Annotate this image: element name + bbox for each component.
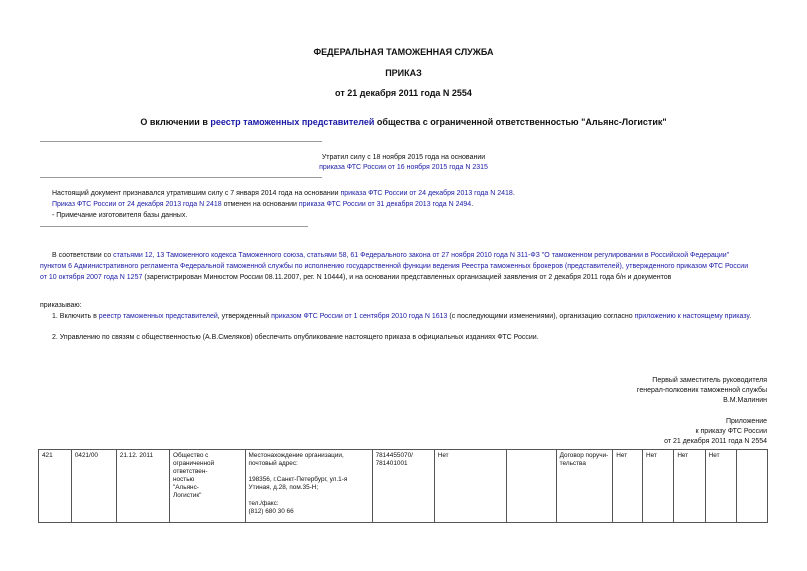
cell-line: Нет (677, 452, 689, 459)
divider (40, 141, 322, 142)
cell-line: Местонахождение организации, (248, 452, 344, 459)
table-row (39, 450, 768, 523)
notice-link-2418-order[interactable]: Приказ ФТС России от 24 декабря 2013 года N 2418 (52, 201, 222, 208)
cell-line: Нет (708, 452, 720, 459)
item1-registry-link[interactable]: реестр таможенных представителей (98, 313, 218, 320)
table-cell (705, 450, 736, 523)
cell-line: "Альянс- (173, 484, 199, 491)
cell-line: Договор поручи- (559, 452, 609, 459)
item-text: (с последующими изменениями), организацию согласно (447, 313, 635, 320)
cell-line: тельства (559, 460, 586, 467)
cell-line: Нет (437, 452, 449, 459)
cell-line: Нет (646, 452, 657, 459)
body-link-codes[interactable]: статьями 12, 13 Таможенного кодекса Таможенного союза, статьями 58, 61 Федерального закона от 27 ноября 2010 года N 311-ФЗ "О таможенном регулировании в Российской Федерации" (113, 252, 730, 259)
notice-link-2418[interactable]: приказа ФТС России от 24 декабря 2013 года N 2418 (340, 190, 513, 197)
cell-line: Общество с (173, 452, 209, 459)
cell-line: 198356, г.Санкт-Петербург, ул.1-я (248, 476, 348, 483)
order-item-2: 2. Управлению по связям с общественностью (А.В.Смеляков) обеспечить опубликование настоящего приказа в официальных изданиях ФТС России. (52, 334, 539, 341)
invalid-note-text: Утратил силу с 18 ноября 2015 года на основании (321, 154, 486, 161)
table-cell (245, 450, 372, 523)
body-paragraph-line3 (40, 273, 671, 283)
item-text: , утвержденный (217, 313, 272, 320)
table-cell (372, 450, 434, 523)
appendix-ref: к приказу ФТС России (695, 428, 767, 435)
doc-type: ПРИКАЗ (385, 68, 422, 78)
signature-rank: генерал-полковник таможенной службы (636, 387, 767, 394)
cell-line: тел./факс: (248, 500, 279, 507)
notice-link-2494[interactable]: приказа ФТС России от 31 декабря 2013 года N 2494 (298, 201, 472, 208)
table-cell (116, 450, 169, 523)
cell-line (510, 452, 553, 460)
cell-line: 421 (42, 452, 53, 459)
signature-name: В.М.Малинин (723, 397, 767, 404)
cell-line: 21.12. 2011 (119, 452, 154, 459)
cell-line: ностью (173, 476, 195, 483)
item1-order-1613-link[interactable]: приказом ФТС России от 1 сентября 2010 года N 1613 (271, 313, 448, 320)
cell-line: ответствен- (173, 468, 208, 475)
title-suffix: общества с ограниченной ответственностью "Альянс-Логистик" (374, 117, 667, 127)
body-paragraph-line1 (52, 251, 770, 261)
item-text: 1. Включить в (52, 313, 99, 320)
cell-line: ограниченной (173, 460, 215, 467)
table-cell (39, 450, 72, 523)
cell-line (249, 468, 369, 476)
table-cell (613, 450, 643, 523)
cell-line: Логистик" (173, 492, 202, 499)
notice-punct: . (512, 190, 515, 197)
notice-line2 (52, 200, 473, 210)
table-cell (506, 450, 556, 523)
body-link-order-1257[interactable]: от 10 октября 2007 года N 1257 (40, 274, 143, 281)
org-name: ФЕДЕРАЛЬНАЯ ТАМОЖЕННАЯ СЛУЖБА (313, 47, 494, 57)
doc-title (0, 117, 807, 127)
appendix-date: от 21 декабря 2011 года N 2554 (664, 438, 767, 445)
cell-line: 7814455070/ (375, 452, 413, 459)
divider (40, 177, 322, 178)
body-link-reglament[interactable]: пунктом 6 Административного регламента Федеральной таможенной службы по исполнению государственной функции ведения Реестра таможенных брокеров (представителей), утвержденного приказом ФТС России (40, 263, 749, 270)
notice-punct: . (471, 201, 474, 208)
table-cell (736, 450, 767, 523)
cell-line (740, 452, 764, 460)
title-prefix: О включении в (140, 117, 211, 127)
body-text: В соответствии со (52, 252, 114, 259)
item-text: . (749, 313, 752, 320)
order-item-1 (52, 312, 751, 322)
table-cell (170, 450, 246, 523)
notice-line1 (52, 189, 515, 199)
cell-line: Нет (616, 452, 628, 459)
body-text: (зарегистрирован Минюстом России 08.11.2007, рег. N 10444), и на основании представленных организацией заявления от 2 декабря 2011 года б/н и документов (142, 274, 672, 281)
notice-text: отменен на основании (221, 201, 299, 208)
registry-table (38, 449, 768, 523)
table-cell (71, 450, 116, 523)
divider (40, 226, 308, 227)
cell-line: Утиная, д.28, пом.35-Н; (248, 484, 319, 491)
notice-line3: - Примечание изготовителя базы данных. (52, 212, 188, 219)
invalid-note-line2 (0, 163, 807, 173)
table-cell (643, 450, 674, 523)
cell-line: (812) 680 30 66 (248, 508, 294, 515)
appendix-label: Приложение (725, 418, 767, 425)
cell-line: 781401001 (375, 460, 408, 467)
notice-text: Настоящий документ признавался утратившим силу с 7 января 2014 года на основании (52, 190, 341, 197)
cell-line (249, 492, 369, 500)
title-registry-link[interactable]: реестр таможенных представителей (210, 117, 375, 127)
doc-date-number: от 21 декабря 2011 года N 2554 (335, 88, 472, 98)
signature-position: Первый заместитель руководителя (652, 377, 767, 384)
cell-line: 0421/00 (74, 452, 98, 459)
table-cell (674, 450, 705, 523)
table-cell (556, 450, 613, 523)
invalid-note-link[interactable]: приказа ФТС России от 16 ноября 2015 года N 2315 (319, 164, 488, 171)
table-cell (434, 450, 506, 523)
item1-appendix-link[interactable]: приложению к настоящему приказу (634, 313, 750, 320)
cell-line: почтовый адрес: (248, 460, 298, 467)
order-word: приказываю: (40, 302, 82, 309)
body-paragraph-line2 (40, 262, 770, 272)
